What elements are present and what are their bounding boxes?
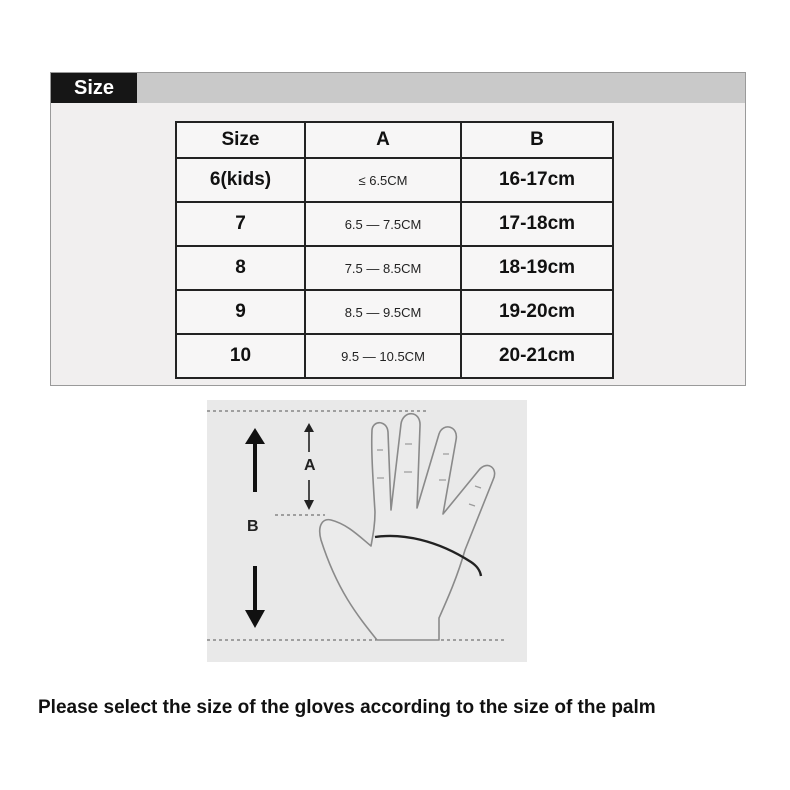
- table-header-row: [176, 122, 613, 158]
- size-cell: 6(kids): [176, 158, 305, 202]
- a-measure-cell: 9.5 — 10.5CM: [305, 334, 461, 378]
- arrow-down-icon: [245, 566, 265, 628]
- size-cell: 7: [176, 202, 305, 246]
- column-header-b: B: [461, 122, 613, 158]
- table-row: [176, 290, 613, 334]
- a-measure-cell: 7.5 — 8.5CM: [305, 246, 461, 290]
- arrow-up-icon: [245, 428, 265, 492]
- hand-measurement-diagram: [207, 400, 527, 662]
- b-measure-cell: 20-21cm: [461, 334, 613, 378]
- b-measure-cell: 19-20cm: [461, 290, 613, 334]
- hand-outline: [320, 414, 495, 640]
- column-header-size: Size: [176, 122, 305, 158]
- table-row: [176, 202, 613, 246]
- size-tab-label: Size: [51, 73, 137, 103]
- size-instruction-text: Please select the size of the gloves according to the size of the palm: [38, 697, 656, 718]
- b-measure-cell: 18-19cm: [461, 246, 613, 290]
- size-cell: 8: [176, 246, 305, 290]
- a-measure-cell: ≤ 6.5CM: [305, 158, 461, 202]
- size-cell: 9: [176, 290, 305, 334]
- panel-header-bar: [51, 73, 745, 103]
- table-row: [176, 334, 613, 378]
- column-header-a: A: [305, 122, 461, 158]
- b-measure-cell: 16-17cm: [461, 158, 613, 202]
- label-b: B: [247, 518, 259, 535]
- table-row: [176, 158, 613, 202]
- table-row: [176, 246, 613, 290]
- label-a: A: [304, 457, 316, 474]
- size-table: [175, 121, 614, 379]
- a-measure-cell: 8.5 — 9.5CM: [305, 290, 461, 334]
- a-measure-cell: 6.5 — 7.5CM: [305, 202, 461, 246]
- size-chart-panel: [50, 72, 746, 386]
- b-measure-cell: 17-18cm: [461, 202, 613, 246]
- size-cell: 10: [176, 334, 305, 378]
